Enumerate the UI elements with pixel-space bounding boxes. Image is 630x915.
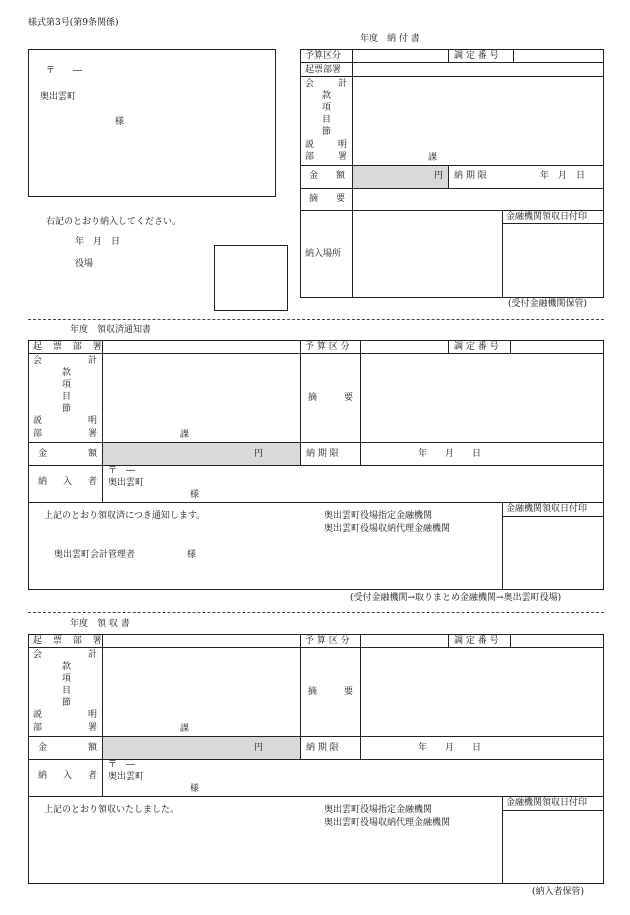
receipt-label-yosan-kubun: 予 算 区 分: [305, 636, 350, 646]
label-yosan-kubun: 予算区分: [305, 51, 342, 61]
instruction-text: 右記のとおり納入してください。: [46, 217, 182, 227]
label-kingaku-a: 金: [309, 171, 319, 181]
retention-note: (受付金融機関保管): [508, 299, 588, 309]
issue-date: 年 月 日: [75, 237, 121, 247]
label-nonyu-basho: 納入場所: [305, 249, 342, 259]
notice-label-moku: 目: [62, 392, 72, 402]
receipt-label-moku: 目: [62, 686, 72, 696]
notice-label-kai: 会: [33, 356, 43, 366]
label-kingaku-b: 額: [336, 171, 346, 181]
notice-label-mei: 明: [88, 416, 98, 426]
label-tekiyo-a: 摘: [309, 194, 319, 204]
label-sho: 署: [338, 152, 348, 162]
notice-label-kingaku-a: 金: [38, 449, 48, 459]
label-ka: 課: [428, 153, 438, 163]
notice-label-sho: 署: [88, 429, 98, 439]
label-bank-stamp: 金融機関領収日付印: [506, 212, 588, 222]
notice-label-nonyusha-c: 者: [88, 477, 98, 487]
seal-box: [214, 245, 288, 311]
notice-label-kei: 計: [88, 356, 98, 366]
address-town: 奥出雲町: [40, 92, 77, 102]
form-label: 様式第3号(第9条関係): [28, 18, 119, 28]
notice-label-kihyo-busho: 起 票 部 署: [33, 342, 106, 352]
receipt-label-bu: 部: [33, 723, 43, 733]
notice-accountant-sama: 様: [187, 550, 197, 560]
receipt-label-kou: 項: [62, 674, 72, 684]
routing-note: (受付金融機関→取りまとめ金融機関→奥出雲町役場): [350, 593, 562, 603]
receipt-bank1: 奥出雲町役場指定金融機関: [324, 805, 433, 815]
cut-line-2: [28, 612, 604, 613]
notice-label-setsu-mei: 説: [33, 416, 43, 426]
label-chotei-bango: 調 定 番 号: [454, 51, 499, 61]
address-sama: 様: [115, 117, 125, 127]
notice-bank-stamp: 金融機関領収日付印: [506, 504, 588, 514]
label-noki-date: 年 月 日: [540, 171, 586, 181]
notice-label-yen: 円: [254, 449, 264, 459]
notice-bank1: 奥出雲町役場指定金融機関: [324, 511, 433, 521]
notice-amount-field[interactable]: [103, 443, 300, 465]
receipt-label-kan: 款: [62, 662, 72, 672]
notice-bank2: 奥出雲町役場収納代理金融機関: [324, 524, 451, 534]
receipt-label-tekiyo-a: 摘: [308, 687, 318, 697]
section2-title: 年度 領収済通知書: [70, 325, 152, 335]
label-kai: 会: [305, 79, 315, 89]
receipt-label-kihyo-busho: 起 票 部 署: [33, 636, 106, 646]
notice-label-kou: 項: [62, 380, 72, 390]
notice-label-tekiyo-a: 摘: [308, 393, 318, 403]
notice-label-tekiyo-b: 要: [344, 393, 354, 403]
receipt-bank2: 奥出雲町役場収納代理金融機関: [324, 818, 451, 828]
notice-label-nonyusha-a: 納: [38, 477, 48, 487]
notice-accountant: 奥出雲町会計管理者: [54, 550, 136, 560]
receipt-label-noki-date: 年 月 日: [418, 743, 482, 753]
receipt-label-nonyusha-c: 者: [88, 771, 98, 781]
receipt-label-ka: 課: [180, 724, 190, 734]
label-moku: 目: [322, 115, 332, 125]
notice-label-chotei-bango: 調 定 番 号: [454, 342, 499, 352]
label-noki: 納 期 限: [454, 171, 487, 181]
label-yen: 円: [434, 171, 444, 181]
label-setsu-mei: 説: [305, 140, 315, 150]
receipt-bank-stamp: 金融機関領収日付印: [506, 798, 588, 808]
receipt-label-sho: 署: [88, 723, 98, 733]
notice-label-kan: 款: [62, 368, 72, 378]
label-kihyo-busho: 起票部署: [305, 65, 342, 75]
receipt-label-setsu-mei: 説: [33, 710, 43, 720]
notice-label-kingaku-b: 額: [88, 449, 98, 459]
notice-label-ka: 課: [180, 430, 190, 440]
label-kan: 款: [322, 91, 332, 101]
receipt-label-mei: 明: [88, 710, 98, 720]
receipt-sama: 様: [190, 784, 200, 794]
notice-postal-mark: 〒 ―: [108, 466, 136, 476]
label-kei: 計: [338, 79, 348, 89]
receipt-label-setsu: 節: [62, 698, 72, 708]
receipt-label-tekiyo-b: 要: [344, 687, 354, 697]
notice-message: 上記のとおり領収済につき通知します。: [44, 511, 206, 521]
receipt-label-nonyusha-b: 入: [63, 771, 73, 781]
notice-label-noki: 納 期 限: [306, 449, 339, 459]
office-name: 役場: [75, 259, 94, 269]
label-bu: 部: [305, 152, 315, 162]
section1-title: 年度 納 付 書: [360, 34, 420, 44]
notice-sama: 様: [190, 490, 200, 500]
postal-mark: 〒 ―: [46, 66, 83, 76]
receipt-label-kai: 会: [33, 650, 43, 660]
receipt-retention-note: (納入者保管): [532, 887, 585, 897]
receipt-town: 奥出雲町: [108, 772, 145, 782]
notice-label-noki-date: 年 月 日: [418, 449, 482, 459]
label-mei: 明: [338, 140, 348, 150]
receipt-label-noki: 納 期 限: [306, 743, 339, 753]
notice-label-yosan-kubun: 予 算 区 分: [305, 342, 350, 352]
notice-label-nonyusha-b: 入: [63, 477, 73, 487]
receipt-label-yen: 円: [254, 743, 264, 753]
receipt-message: 上記のとおり領収いたしました。: [44, 805, 180, 815]
cut-line: [28, 319, 604, 320]
receipt-label-kingaku-a: 金: [38, 743, 48, 753]
receipt-label-nonyusha-a: 納: [38, 771, 48, 781]
receipt-amount-field[interactable]: [103, 737, 300, 759]
receipt-postal-mark: 〒 ―: [108, 760, 136, 770]
receipt-label-kei: 計: [88, 650, 98, 660]
receipt-label-chotei-bango: 調 定 番 号: [454, 636, 499, 646]
label-kou: 項: [322, 103, 332, 113]
label-setsu: 節: [322, 127, 332, 137]
notice-label-setsu: 節: [62, 404, 72, 414]
label-tekiyo-b: 要: [336, 194, 346, 204]
section3-title: 年度 領 収 書: [70, 619, 130, 629]
receipt-label-kingaku-b: 額: [88, 743, 98, 753]
notice-label-bu: 部: [33, 429, 43, 439]
notice-town: 奥出雲町: [108, 478, 145, 488]
